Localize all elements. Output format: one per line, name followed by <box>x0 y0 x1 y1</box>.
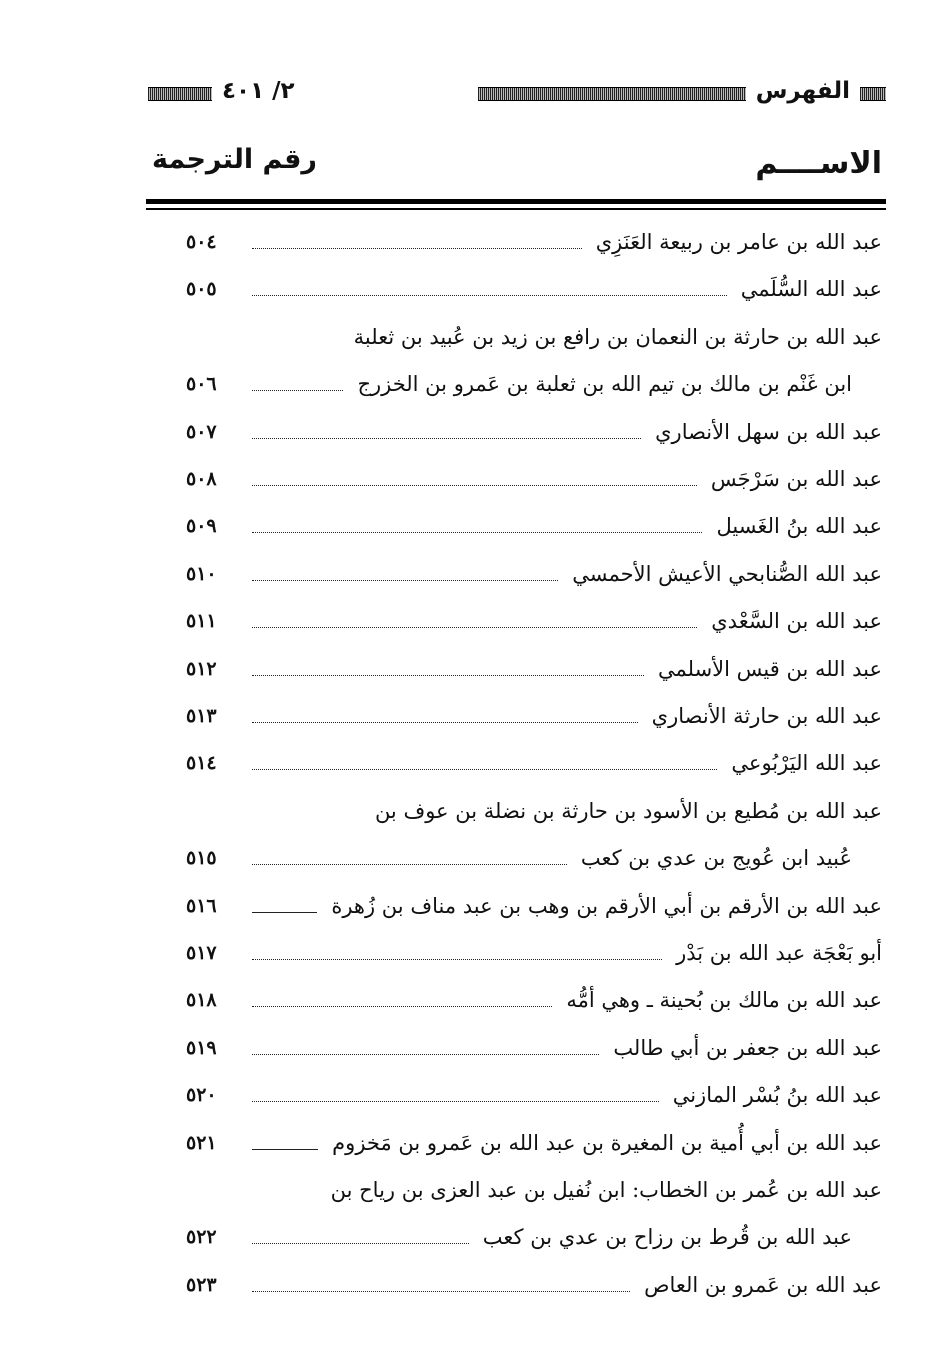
entry-name: عبد الله بن سهل الأنصاري <box>655 420 882 444</box>
entry-name: عبد الله بن عَمرو بن العاص <box>644 1273 882 1297</box>
index-entry <box>186 1170 882 1210</box>
header-rule-middle <box>478 87 746 101</box>
entry-name: عبد الله بن مُطيع بن الأسود بن حارثة بن نضلة بن عوف بن <box>374 799 882 823</box>
index-entry <box>186 1123 882 1163</box>
dot-leader <box>252 248 582 249</box>
index-entry <box>186 269 882 309</box>
index-entry <box>186 649 882 689</box>
entry-number: ٥١٥ <box>186 847 217 869</box>
entry-number: ٥١٠ <box>186 563 217 585</box>
header-rule-right <box>860 87 886 101</box>
index-entry <box>186 1075 882 1115</box>
number-column-heading: رقم الترجمة <box>152 144 317 175</box>
entry-number: ٥٠٦ <box>186 373 217 395</box>
index-entry <box>186 1217 882 1257</box>
entry-name: عبد الله السُّلَمي <box>740 277 882 301</box>
entry-name: عبد الله بن جعفر بن أبي طالب <box>613 1036 882 1060</box>
index-entry <box>186 933 882 973</box>
index-entry <box>186 601 882 641</box>
entry-number: ٥٢٠ <box>186 1084 217 1106</box>
entry-number: ٥١٩ <box>186 1037 217 1059</box>
dot-leader <box>252 295 727 296</box>
name-column-heading: الاســــم <box>755 146 882 181</box>
dash-leader <box>252 912 317 913</box>
heading-rule-thick <box>146 199 886 204</box>
entry-name: عبد الله بن حارثة الأنصاري <box>651 704 882 728</box>
dot-leader <box>252 1243 469 1244</box>
entry-number: ٥٠٨ <box>186 468 217 490</box>
dot-leader <box>252 438 641 439</box>
entry-name: عبد الله بن عُمر بن الخطاب: ابن نُفيل بن عبد العزى بن رياح بن <box>330 1178 882 1202</box>
entry-name: عبد الله بن مالك بن بُحينة ـ وهي أمُّه <box>566 988 882 1012</box>
index-entry <box>186 1028 882 1068</box>
entry-number: ٥١٢ <box>186 658 217 680</box>
entry-number: ٥٠٧ <box>186 421 217 443</box>
entry-number: ٥٠٥ <box>186 278 217 300</box>
entry-name: عبد الله بن عامر بن ربيعة العَنَزِي <box>595 230 882 254</box>
entry-number: ٥١٨ <box>186 989 217 1011</box>
entry-name: عبد الله بنُ الغَسيل <box>716 514 882 538</box>
entry-name: عبد الله بن أبي أُمية بن المغيرة بن عبد الله بن عَمرو بن مَخزوم <box>332 1131 882 1155</box>
index-entry <box>186 459 882 499</box>
index-entry <box>186 506 882 546</box>
index-entry <box>186 1265 882 1305</box>
index-entry <box>186 696 882 736</box>
entry-name: عبد الله اليَرْبُوعي <box>731 751 882 775</box>
dot-leader <box>252 627 697 628</box>
entry-name: عبد الله بن حارثة بن النعمان بن رافع بن زيد بن عُبيد بن ثعلبة <box>353 325 882 349</box>
entry-number: ٥٢١ <box>186 1132 217 1154</box>
entry-number: ٥١٣ <box>186 705 217 727</box>
index-entry <box>186 554 882 594</box>
page-number: ٢/ ٤٠١ <box>218 78 299 104</box>
entry-name: عبد الله بن السَّعْدي <box>711 609 882 633</box>
index-entry <box>186 412 882 452</box>
entry-number: ٥١٦ <box>186 895 217 917</box>
dot-leader <box>252 1006 552 1007</box>
index-entry <box>186 317 882 357</box>
entry-number: ٥٠٤ <box>186 231 217 253</box>
entry-number: ٥١٤ <box>186 752 217 774</box>
running-header-title: الفهرس <box>752 78 854 104</box>
entry-number: ٥١٧ <box>186 942 217 964</box>
dot-leader <box>252 722 638 723</box>
dot-leader <box>252 532 702 533</box>
entry-name: عبد الله بن الأرقم بن أبي الأرقم بن وهب بن عبد مناف بن زُهرة <box>331 894 882 918</box>
entry-name: عبد الله بن قُرط بن رزاح بن عدي بن كعب <box>482 1225 852 1249</box>
index-entry <box>186 222 882 262</box>
running-header <box>148 78 886 108</box>
entry-name: عبد الله بن سَرْجَس <box>710 467 882 491</box>
entry-name: أبو بَعْجَة عبد الله بن بَدْر <box>676 941 882 965</box>
entry-number: ٥٠٩ <box>186 515 217 537</box>
entry-name: ابن غَنْم بن مالك بن تيم الله بن ثعلبة بن عَمرو بن الخزرج <box>357 372 852 396</box>
heading-rule-thin <box>146 208 886 210</box>
dash-leader <box>252 1149 318 1150</box>
dot-leader <box>252 390 343 391</box>
dot-leader <box>252 864 567 865</box>
index-entry <box>186 791 882 831</box>
index-entry <box>186 838 882 878</box>
index-entry <box>186 886 882 926</box>
entry-number: ٥٢٢ <box>186 1226 217 1248</box>
index-entry <box>186 743 882 783</box>
entry-name: عبد الله الصُّنابحي الأعيش الأحمسي <box>572 562 882 586</box>
header-rule-left <box>148 87 212 101</box>
entry-name: عُبيد ابن عُويج بن عدي بن كعب <box>580 846 852 870</box>
dot-leader <box>252 675 644 676</box>
dot-leader <box>252 580 558 581</box>
entry-name: عبد الله بن قيس الأسلمي <box>657 657 882 681</box>
dot-leader <box>252 1291 630 1292</box>
dot-leader <box>252 485 697 486</box>
entry-name: عبد الله بنُ بُسْر المازني <box>672 1083 882 1107</box>
entry-number: ٥٢٣ <box>186 1274 217 1296</box>
entry-number: ٥١١ <box>186 610 217 632</box>
dot-leader <box>252 959 662 960</box>
dot-leader <box>252 769 717 770</box>
dot-leader <box>252 1101 659 1102</box>
dot-leader <box>252 1054 599 1055</box>
index-entry <box>186 364 882 404</box>
index-entry <box>186 980 882 1020</box>
